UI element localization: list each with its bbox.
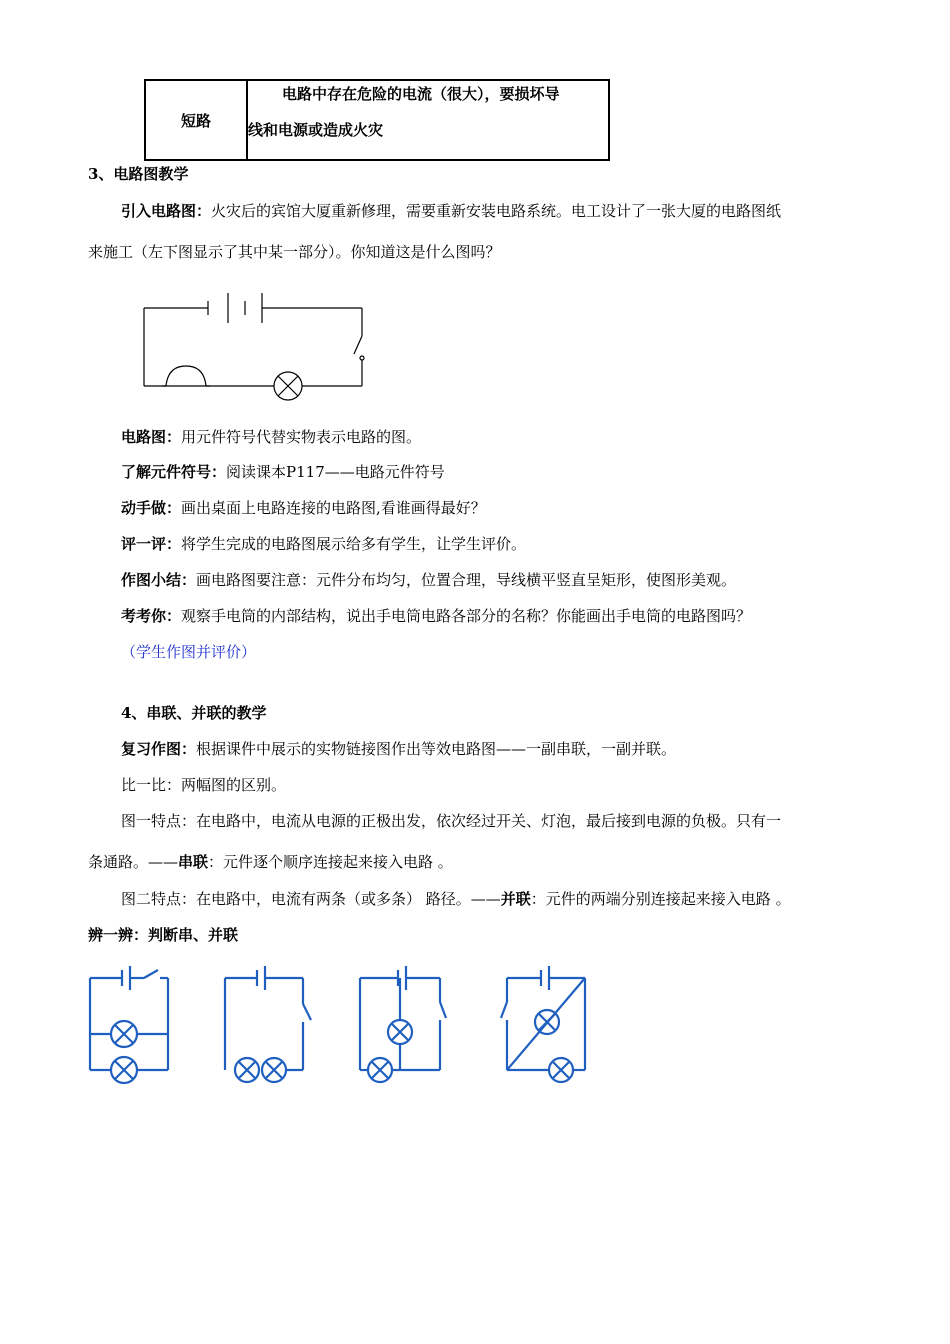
item-label: 作图小结： [121, 571, 197, 589]
series-term: 串联 [178, 853, 209, 871]
fig1-line-2 [88, 852, 453, 872]
item-label: 动手做： [121, 499, 182, 517]
fig1-text-b: ：元件逐个顺序连接起来接入电路 。 [208, 853, 453, 871]
judge-heading: 辨一辨：判断串、并联 [88, 926, 239, 944]
circuit-diagram-3 [356, 964, 456, 1084]
item-circuit-diagram [121, 427, 421, 447]
review-label: 复习作图： [121, 740, 197, 758]
item-label: 了解元件符号： [121, 463, 227, 481]
item-symbols [121, 462, 445, 482]
item-text: 观察手电筒的内部结构，说出手电筒电路各部分的名称？你能画出手电筒的电路图吗？ [181, 607, 752, 625]
intro-label: 引入电路图： [121, 202, 212, 220]
compare-line: 比一比：两幅图的区别。 [121, 776, 287, 794]
intro-text: 火灾后的宾馆大厦重新修理，需要重新安装电路系统。电工设计了一张大厦的电路图纸 [211, 202, 782, 220]
term-cell [145, 80, 247, 160]
circuit-diagram-1 [86, 964, 176, 1084]
review-text: 根据课件中展示的实物链接图作出等效电路图——一副串联，一副并联。 [196, 740, 677, 758]
item-text: 用元件符号代替实物表示电路的图。 [181, 428, 422, 446]
term-short-circuit: 短路 [180, 111, 211, 130]
intro-line-1 [121, 201, 781, 221]
item-label: 评一评： [121, 535, 182, 553]
circuit-diagram-2 [221, 964, 311, 1084]
circuit-diagram-simple [140, 288, 380, 408]
review-line [121, 739, 676, 759]
circuit-diagram-4 [501, 964, 601, 1084]
item-text: 将学生完成的电路图展示给多有学生，让学生评价。 [181, 535, 527, 553]
item-evaluate [121, 534, 526, 554]
fig2-text-b: ：元件的两端分别连接起来接入电路 。 [530, 890, 791, 908]
item-text: 画电路图要注意：元件分布均匀，位置合理，导线横平竖直呈矩形，使图形美观。 [196, 571, 737, 589]
section-4-heading: 4、串联、并联的教学 [121, 704, 267, 722]
fig2-text-a: 图二特点：在电路中，电流有两条（或多条） 路径。—— [121, 890, 501, 908]
description-line-2: 线和电源或造成火灾 [248, 121, 384, 139]
item-label: 考考你： [121, 607, 182, 625]
item-hands-on [121, 498, 486, 518]
description-line-1: 电路中存在危险的电流（很大），要损坏导 [282, 85, 560, 103]
definition-table [144, 79, 610, 161]
fig1-line-1: 图一特点：在电路中，电流从电源的正极出发，依次经过开关、灯泡，最后接到电源的负极。只有一 [121, 812, 782, 830]
item-quiz [121, 606, 751, 626]
parallel-term: 并联 [500, 890, 531, 908]
section-3-heading: 3、电路图教学 [88, 165, 189, 183]
fig2-line [121, 889, 791, 909]
item-summary [121, 570, 736, 590]
description-cell [247, 80, 609, 160]
item-label: 电路图： [121, 428, 182, 446]
item-text: 阅读课本P117——电路元件符号 [226, 463, 445, 481]
item-text: 画出桌面上电路连接的电路图,看谁画得最好？ [181, 499, 486, 517]
intro-line-2: 来施工（左下图显示了其中某一部分）。你知道这是什么图吗？ [88, 243, 501, 261]
student-note: （学生作图并评价） [121, 643, 257, 661]
fig1-text-a: 条通路。—— [88, 853, 179, 871]
